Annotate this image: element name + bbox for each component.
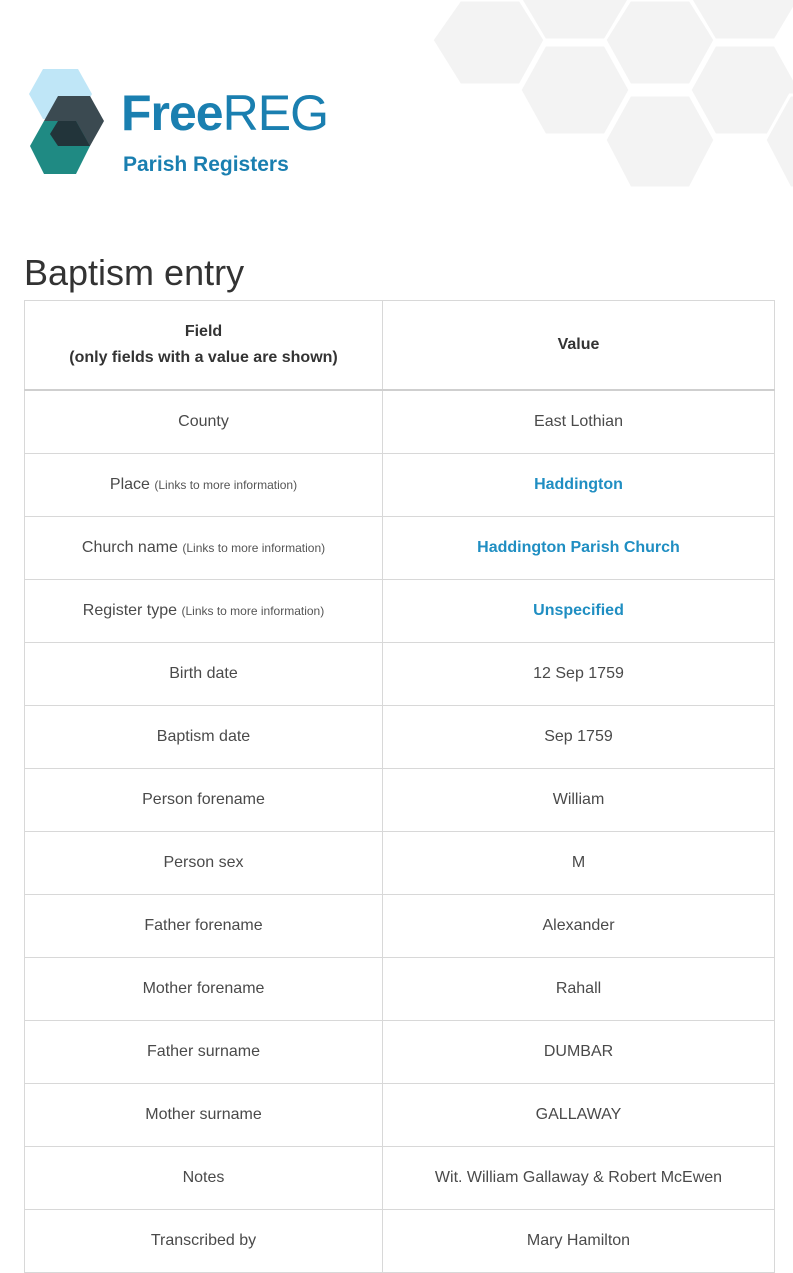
register-type-link[interactable]: Unspecified — [533, 602, 624, 619]
baptism-entry-table — [24, 300, 775, 1273]
value-cell: GALLAWAY — [383, 1084, 775, 1147]
field-cell: Father surname — [25, 1021, 383, 1084]
brand-name-light: REG — [222, 85, 328, 141]
field-label: Place — [109, 476, 150, 493]
field-label: Church name — [81, 539, 178, 556]
field-cell: Birth date — [25, 643, 383, 706]
value-cell: Rahall — [383, 958, 775, 1021]
link-hint: (Links to more information) — [154, 478, 298, 492]
table-row — [25, 1147, 775, 1210]
value-cell: Sep 1759 — [383, 706, 775, 769]
table-header-row — [25, 301, 775, 391]
brand-name-bold: Free — [121, 85, 223, 141]
table-row — [25, 390, 775, 454]
value-cell: 12 Sep 1759 — [383, 643, 775, 706]
table-row — [25, 895, 775, 958]
field-column-header — [25, 301, 383, 391]
value-cell — [383, 454, 775, 517]
field-cell — [25, 517, 383, 580]
table-row — [25, 958, 775, 1021]
table-row — [25, 769, 775, 832]
table-row — [25, 454, 775, 517]
table-row — [25, 517, 775, 580]
field-cell: Notes — [25, 1147, 383, 1210]
table-row — [25, 706, 775, 769]
value-cell: Wit. William Gallaway & Robert McEwen — [383, 1147, 775, 1210]
table-row — [25, 643, 775, 706]
brand-wordmark — [121, 85, 328, 141]
table-row — [25, 1084, 775, 1147]
field-cell — [25, 580, 383, 643]
value-cell: Alexander — [383, 895, 775, 958]
link-hint: (Links to more information) — [181, 604, 325, 618]
field-cell: Baptism date — [25, 706, 383, 769]
field-cell: Mother forename — [25, 958, 383, 1021]
value-cell — [383, 580, 775, 643]
field-cell: Mother surname — [25, 1084, 383, 1147]
value-cell: William — [383, 769, 775, 832]
value-column-header: Value — [383, 301, 775, 391]
place-link[interactable]: Haddington — [534, 476, 623, 493]
brand-subtitle: Parish Registers — [123, 153, 289, 176]
field-cell: Transcribed by — [25, 1210, 383, 1273]
table-row — [25, 580, 775, 643]
value-cell: East Lothian — [383, 390, 775, 454]
field-cell: County — [25, 390, 383, 454]
field-cell: Person sex — [25, 832, 383, 895]
value-cell: M — [383, 832, 775, 895]
field-label: Register type — [82, 602, 178, 619]
value-cell — [383, 517, 775, 580]
table-row — [25, 1210, 775, 1273]
page-title: Baptism entry — [24, 252, 245, 293]
field-header-note: (only fields with a value are shown) — [69, 349, 338, 366]
table-row — [25, 1021, 775, 1084]
field-cell: Father forename — [25, 895, 383, 958]
field-cell: Person forename — [25, 769, 383, 832]
value-cell: Mary Hamilton — [383, 1210, 775, 1273]
hexagon-logo-icon — [28, 66, 133, 178]
table-row — [25, 832, 775, 895]
field-cell — [25, 454, 383, 517]
church-name-link[interactable]: Haddington Parish Church — [477, 539, 680, 556]
value-cell: DUMBAR — [383, 1021, 775, 1084]
freereg-logo[interactable] — [28, 66, 348, 186]
link-hint: (Links to more information) — [182, 541, 326, 555]
field-header-label: Field — [184, 323, 223, 340]
